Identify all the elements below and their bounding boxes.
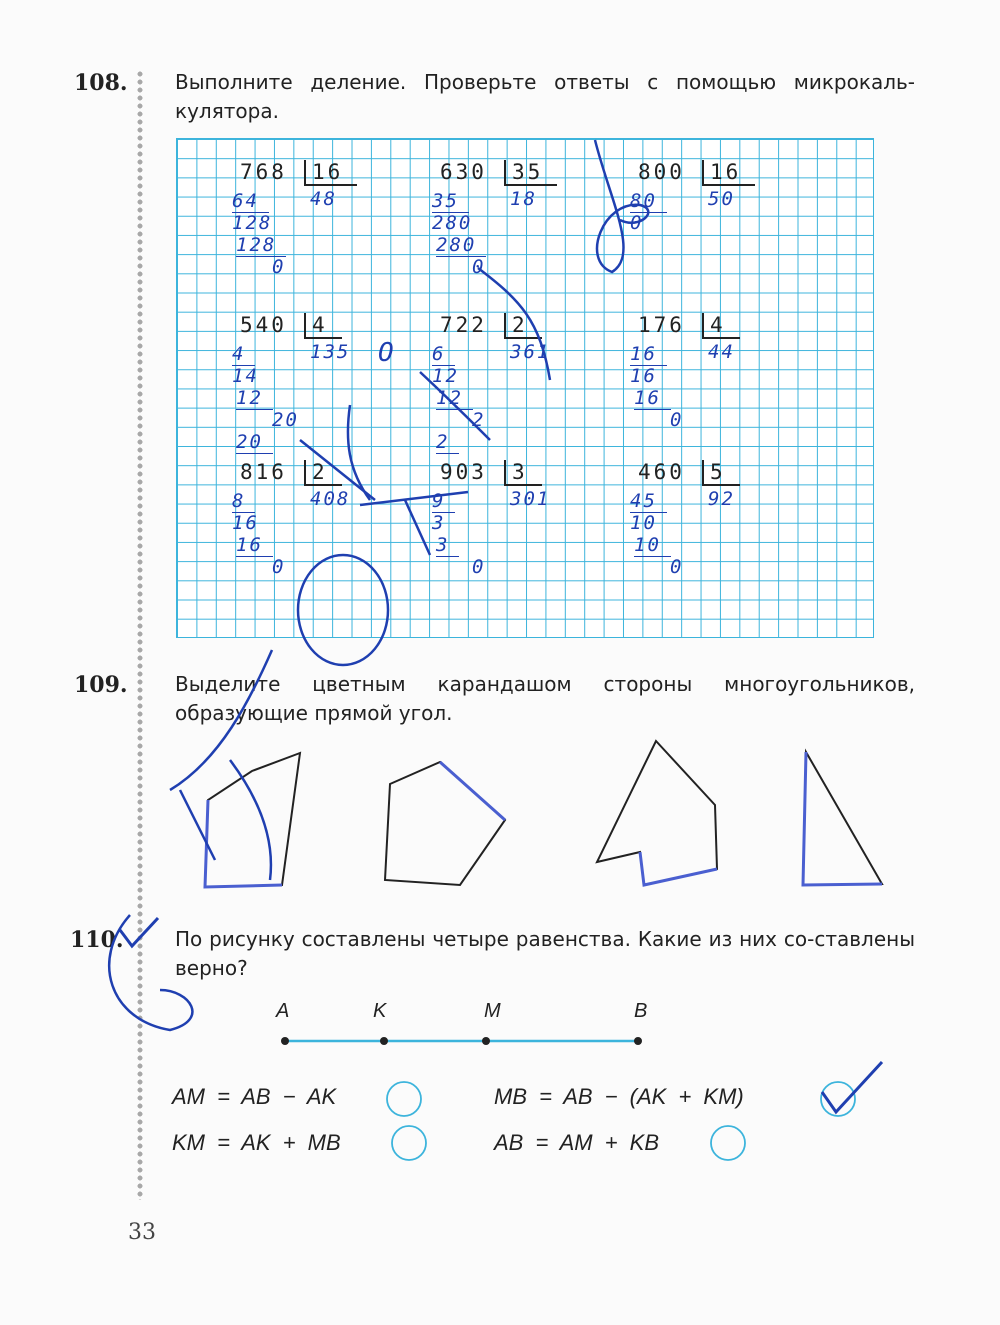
division-step: 10	[634, 534, 671, 557]
division-step: 8	[232, 490, 255, 513]
division-dividend: 540	[240, 313, 287, 337]
division-dividend: 903	[440, 460, 487, 484]
checkmark-icon	[822, 1062, 882, 1112]
division-step: 10	[630, 512, 657, 534]
division-step: 3	[436, 534, 459, 557]
point-label-k: K	[373, 1000, 387, 1022]
division-quotient: 18	[510, 188, 537, 210]
division-step: 16	[634, 387, 671, 410]
division-quotient: 92	[708, 488, 735, 510]
division-quotient: 408	[310, 488, 351, 510]
division-step: 0	[670, 409, 684, 431]
division-step: 128	[236, 234, 286, 257]
task-109-text: Выделите цветным карандашом стороны многоугольников, образующие прямой угол.	[175, 672, 915, 725]
division-step: 14	[232, 365, 259, 387]
division-step: 3	[432, 512, 446, 534]
division-step: 280	[436, 234, 486, 257]
division-step: 0	[472, 256, 486, 278]
division-divisor: 4	[702, 313, 740, 339]
division-step: 2	[436, 431, 459, 454]
division-quotient: 135	[310, 341, 351, 363]
division-step: 16	[232, 512, 259, 534]
division-step: 0	[272, 556, 286, 578]
division-step: 0	[670, 556, 684, 578]
division-step: 20	[236, 431, 273, 454]
polygons	[205, 741, 882, 887]
equation-3: KM = AK + MB	[172, 1130, 341, 1155]
division-step: 35	[432, 190, 469, 213]
division-divisor: 3	[504, 460, 542, 486]
division-dividend: 800	[638, 160, 685, 184]
division-step: 16	[630, 343, 667, 366]
division-quotient: 50	[708, 188, 735, 210]
division-divisor: 16	[702, 160, 755, 186]
division-divisor: 2	[304, 460, 342, 486]
equation-2: MB = AB − (AK + KM)	[494, 1084, 744, 1109]
division-divisor: 2	[504, 313, 542, 339]
division-divisor: 35	[504, 160, 557, 186]
division-divisor: 16	[304, 160, 357, 186]
division-quotient: 361	[510, 341, 551, 363]
division-quotient: 48	[310, 188, 337, 210]
division-divisor: 5	[702, 460, 740, 486]
point-label-a: A	[276, 1000, 290, 1022]
division-step: 16	[630, 365, 657, 387]
division-step: 9	[432, 490, 455, 513]
division-step: 128	[232, 212, 273, 234]
division-dividend: 816	[240, 460, 287, 484]
division-divisor: 4	[304, 313, 342, 339]
point-label-m: M	[484, 1000, 501, 1022]
division-step: 0	[272, 256, 286, 278]
division-dividend: 768	[240, 160, 287, 184]
segment-akmb	[281, 1037, 642, 1045]
division-step: 0	[630, 212, 644, 234]
task-110-number: 110.	[70, 927, 124, 953]
division-step: 6	[432, 343, 455, 366]
point-label-b: B	[634, 1000, 648, 1022]
pen-scribbles	[109, 140, 648, 1030]
division-dividend: 722	[440, 313, 487, 337]
equation-4: AB = AM + KB	[494, 1130, 660, 1155]
division-step: 64	[232, 190, 269, 213]
division-step: 4	[232, 343, 255, 366]
division-step: 12	[436, 387, 473, 410]
page-number: 33	[128, 1220, 156, 1245]
division-step: 280	[432, 212, 473, 234]
division-dividend: 176	[638, 313, 685, 337]
division-step: 2	[472, 409, 486, 431]
division-quotient: 44	[708, 341, 735, 363]
answer-circles	[387, 1082, 855, 1160]
task-109-number: 109.	[74, 672, 128, 698]
division-quotient: 301	[510, 488, 551, 510]
division-step: 45	[630, 490, 667, 513]
division-step: 16	[236, 534, 273, 557]
equation-1: AM = AB − AK	[172, 1084, 337, 1109]
division-step: 0	[472, 556, 486, 578]
division-step: 12	[432, 365, 459, 387]
task-108-number: 108.	[74, 70, 128, 96]
division-step: 12	[236, 387, 273, 410]
handwritten-circle-mark: O	[378, 338, 396, 368]
task-110-text: По рисунку составлены четыре равенства. Какие из них со-ставлены верно?	[175, 927, 915, 980]
division-dividend: 460	[638, 460, 685, 484]
task-108-text: Выполните деление. Проверьте ответы с помощью микрокаль-кулятора.	[175, 70, 915, 123]
division-step: 20	[272, 409, 299, 431]
division-dividend: 630	[440, 160, 487, 184]
division-step: 80	[630, 190, 667, 213]
